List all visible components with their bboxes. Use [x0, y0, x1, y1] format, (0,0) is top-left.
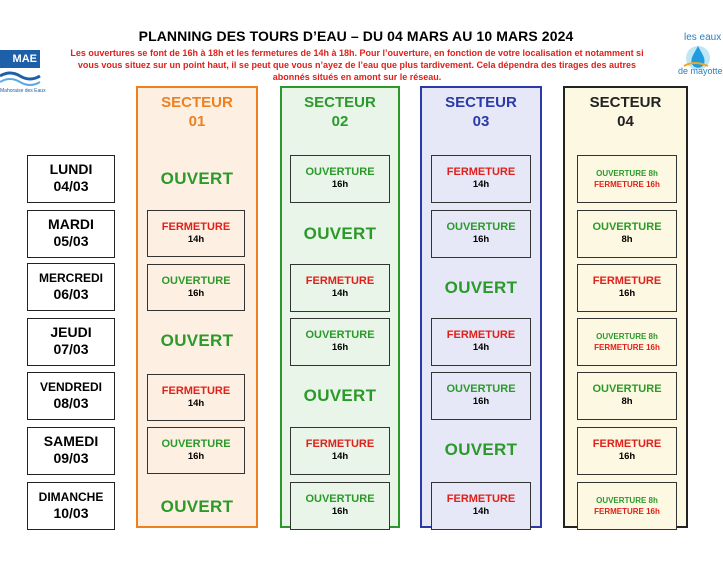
- sector-number: 02: [331, 113, 349, 130]
- sector-04-title: [565, 93, 686, 131]
- time-label: 16h: [618, 451, 636, 462]
- day-sunday: [27, 482, 115, 530]
- s01-mon-status: OUVERT: [160, 169, 234, 188]
- sector-word: SECTEUR: [445, 94, 517, 111]
- sector-03-column: [420, 86, 542, 528]
- status-label: OUVERTURE: [592, 221, 662, 233]
- time-label: 16h: [187, 451, 205, 462]
- s01-thu-status: OUVERT: [160, 331, 234, 350]
- status-label: OUVERTURE: [305, 493, 375, 505]
- day-date: 05/03: [53, 233, 89, 249]
- s02-tue-status: OUVERT: [303, 224, 377, 243]
- s02-fri-status: OUVERT: [303, 386, 377, 405]
- status-label: OUVERTURE: [305, 329, 375, 341]
- sector-03-title: [422, 93, 540, 131]
- s04-mon-cell: [577, 155, 677, 203]
- time-label: 14h: [472, 179, 490, 190]
- s03-mon-cell: [431, 155, 531, 203]
- s02-wed-cell: [290, 264, 390, 312]
- mae-logo: [0, 22, 46, 94]
- day-wednesday: [27, 263, 115, 311]
- time-label: 14h: [331, 288, 349, 299]
- day-date: 09/03: [53, 450, 89, 466]
- s01-fri-cell: [147, 374, 245, 421]
- schedule-notice: Les ouvertures se font de 16h à 18h et les fermetures de 14h à 18h. Pour l’ouverture, en fonction de votre localisation et notamment si vous vous situez sur un point haut, il se peut que vous n’ayez de l’eau que plus tardivement. Cela dépendra des tirages des autres abonnés situés en amont sur le réseau.: [70, 48, 644, 82]
- status-label: FERMETURE: [446, 329, 516, 341]
- status-label: FERMETURE: [592, 438, 662, 450]
- day-name: MARDI: [48, 216, 94, 232]
- status-label: OUVERTURE: [161, 275, 231, 287]
- s02-mon-cell: [290, 155, 390, 203]
- status-label-open: OUVERTURE 8h: [596, 332, 658, 341]
- day-name: MERCREDI: [38, 271, 103, 285]
- day-thursday: [27, 318, 115, 366]
- logo-right-text-1: les eaux: [684, 32, 722, 43]
- day-name: DIMANCHE: [38, 490, 104, 504]
- time-label: 16h: [331, 179, 349, 190]
- sector-02-title: [282, 93, 398, 131]
- sector-word: SECTEUR: [161, 94, 233, 111]
- time-label: 14h: [472, 342, 490, 353]
- s03-sun-cell: [431, 482, 531, 530]
- status-label: FERMETURE: [305, 438, 375, 450]
- day-date: 04/03: [53, 178, 89, 194]
- time-label: 8h: [621, 396, 633, 407]
- status-label: FERMETURE: [161, 385, 231, 397]
- sector-word: SECTEUR: [304, 94, 376, 111]
- s03-tue-cell: [431, 210, 531, 258]
- day-saturday: [27, 427, 115, 475]
- page-title: PLANNING DES TOURS D’EAU – DU 04 MARS AU 10 MARS 2024: [138, 28, 574, 44]
- status-label: OUVERTURE: [446, 383, 516, 395]
- time-label: 14h: [331, 451, 349, 462]
- s04-thu-cell: [577, 318, 677, 366]
- sector-word: SECTEUR: [589, 94, 662, 111]
- s02-sun-cell: [290, 482, 390, 530]
- s01-tue-cell: [147, 210, 245, 257]
- s03-sat-status: OUVERT: [444, 440, 518, 459]
- time-label: 16h: [472, 234, 490, 245]
- s04-tue-cell: [577, 210, 677, 258]
- day-date: 07/03: [53, 341, 89, 357]
- time-label: 8h: [621, 234, 633, 245]
- status-label: FERMETURE: [592, 275, 662, 287]
- day-date: 06/03: [53, 286, 89, 302]
- sector-number: 01: [188, 113, 206, 130]
- status-label: OUVERTURE: [592, 383, 662, 395]
- time-label: 14h: [187, 398, 205, 409]
- s02-sat-cell: [290, 427, 390, 475]
- status-label: OUVERTURE: [446, 221, 516, 233]
- day-friday: [27, 372, 115, 420]
- time-label: 16h: [187, 288, 205, 299]
- time-label: 16h: [331, 342, 349, 353]
- sector-number: 04: [617, 113, 634, 130]
- wave-icon: [0, 70, 40, 86]
- day-name: JEUDI: [50, 324, 92, 340]
- s01-sun-status: OUVERT: [160, 497, 234, 516]
- time-label: 16h: [472, 396, 490, 407]
- s04-wed-cell: [577, 264, 677, 312]
- status-label-close: FERMETURE 16h: [594, 180, 660, 189]
- time-label: 16h: [331, 506, 349, 517]
- day-name: LUNDI: [49, 161, 93, 177]
- day-name: VENDREDI: [39, 380, 102, 394]
- day-date: 08/03: [53, 395, 89, 411]
- status-label-close: FERMETURE 16h: [594, 343, 660, 352]
- eaux-de-mayotte-logo: [674, 26, 723, 84]
- status-label: FERMETURE: [305, 275, 375, 287]
- s02-thu-cell: [290, 318, 390, 366]
- mae-logo-subtitle: Mahoraise des Eaux: [0, 88, 46, 94]
- s04-sat-cell: [577, 427, 677, 475]
- day-name: SAMEDI: [43, 433, 99, 449]
- time-label: 16h: [618, 288, 636, 299]
- day-date: 10/03: [53, 505, 89, 521]
- status-label: FERMETURE: [161, 221, 231, 233]
- status-label: FERMETURE: [446, 166, 516, 178]
- s03-wed-status: OUVERT: [444, 278, 518, 297]
- status-label-open: OUVERTURE 8h: [596, 496, 658, 505]
- s01-sat-cell: [147, 427, 245, 474]
- s01-wed-cell: [147, 264, 245, 311]
- s03-thu-cell: [431, 318, 531, 366]
- status-label-close: FERMETURE 16h: [594, 507, 660, 516]
- day-tuesday: [27, 210, 115, 258]
- s04-sun-cell: [577, 482, 677, 530]
- sector-01-title: [138, 93, 256, 131]
- status-label: OUVERTURE: [305, 166, 375, 178]
- status-label: OUVERTURE: [161, 438, 231, 450]
- s04-fri-cell: [577, 372, 677, 420]
- status-label: FERMETURE: [446, 493, 516, 505]
- sector-number: 03: [472, 113, 490, 130]
- time-label: 14h: [187, 234, 205, 245]
- day-monday: [27, 155, 115, 203]
- s03-fri-cell: [431, 372, 531, 420]
- logo-right-text-2: de mayotte: [678, 66, 723, 76]
- mae-logo-text: MAE: [0, 50, 40, 68]
- time-label: 14h: [472, 506, 490, 517]
- status-label-open: OUVERTURE 8h: [596, 169, 658, 178]
